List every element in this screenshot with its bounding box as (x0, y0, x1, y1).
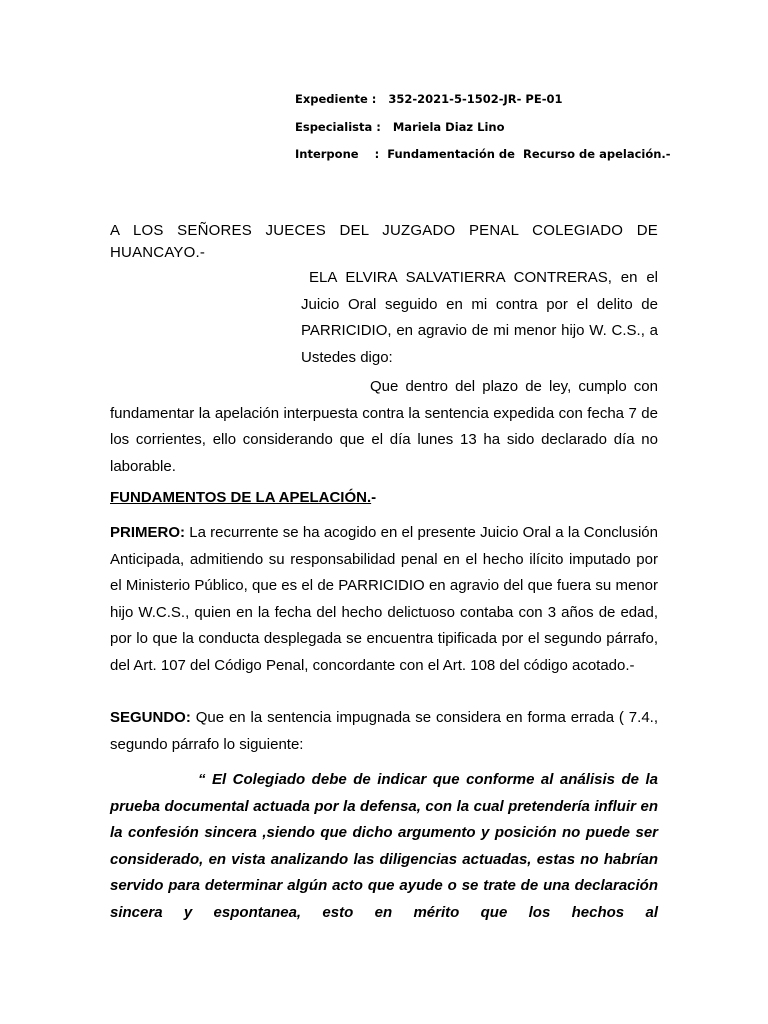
expediente-label: Expediente : (295, 92, 377, 106)
segundo-label: SEGUNDO: (110, 709, 191, 726)
segundo-paragraph (110, 705, 658, 758)
addressee-line-1: A LOS SEÑORES JUECES DEL JUZGADO PENAL COLEGIADO DE (110, 222, 658, 239)
interpone-row (295, 141, 671, 169)
segundo-text: Que en la sentencia impugnada se considera en forma errada ( 7.4., segundo párrafo lo siguiente: (110, 709, 658, 753)
fundamentos-title: FUNDAMENTOS DE LA APELACIÓN. (110, 489, 372, 506)
fundamentos-suffix: - (371, 489, 377, 506)
fundamentos-heading (110, 485, 376, 511)
interpone-separator: : (374, 147, 380, 161)
primero-text: La recurrente se ha acogido en el presente Juicio Oral a la Conclusión Anticipada, admitiendo su responsabilidad penal en el hecho ilícito imputado por el Ministerio Público, que es el de PARRICIDIO en agravio del que fuera su menor hijo W.C.S., quien en la fecha del hecho delictuoso contaba con 3 años de edad, por lo que la conducta desplegada se encuentra tipificada por el segundo párrafo, del Art. 107 del Código Penal, concordante con el Art. 108 del código acotado.- (110, 524, 658, 674)
expediente-value: 352-2021-5-1502-JR- PE-01 (388, 92, 563, 106)
intro-paragraph (110, 374, 658, 480)
especialista-row (295, 114, 671, 142)
petitioner-paragraph (301, 265, 658, 371)
primero-paragraph (110, 520, 658, 680)
expediente-row (295, 86, 671, 114)
case-header (295, 86, 671, 169)
interpone-label: Interpone (295, 147, 359, 161)
interpone-value: Fundamentación de Recurso de apelación.- (387, 147, 671, 161)
petitioner-text: ELA ELVIRA SALVATIERRA CONTRERAS, en el Juicio Oral seguido en mi contra por el delito de PARRICIDIO, en agravio de mi menor hijo W. C.S., a Ustedes digo: (301, 269, 658, 366)
especialista-value: Mariela Diaz Lino (392, 119, 505, 134)
primero-label: PRIMERO: (110, 524, 185, 541)
quote-text: “ El Colegiado debe de indicar que conforme al análisis de la prueba documental actuada por la defensa, con la cual pretendería influir en la confesión sincera ,siendo que dicho argumento y posición no puede ser considerado, en vista analizando las diligencias actuadas, estas no habrían servido para determinar algún acto que ayude o se trate de una declaración sincera y espontanea, esto en mérito que los hechos al (110, 771, 658, 921)
addressee-line-2: HUANCAYO.- (110, 244, 206, 261)
addressee (110, 220, 658, 264)
quoted-sentence (110, 767, 658, 926)
intro-text: Que dentro del plazo de ley, cumplo con fundamentar la apelación interpuesta contra la sentencia expedida con fecha 7 de los corrientes, ello considerando que el día lunes 13 ha sido declarado día no laborable. (110, 378, 658, 475)
especialista-label: Especialista : (295, 119, 381, 134)
